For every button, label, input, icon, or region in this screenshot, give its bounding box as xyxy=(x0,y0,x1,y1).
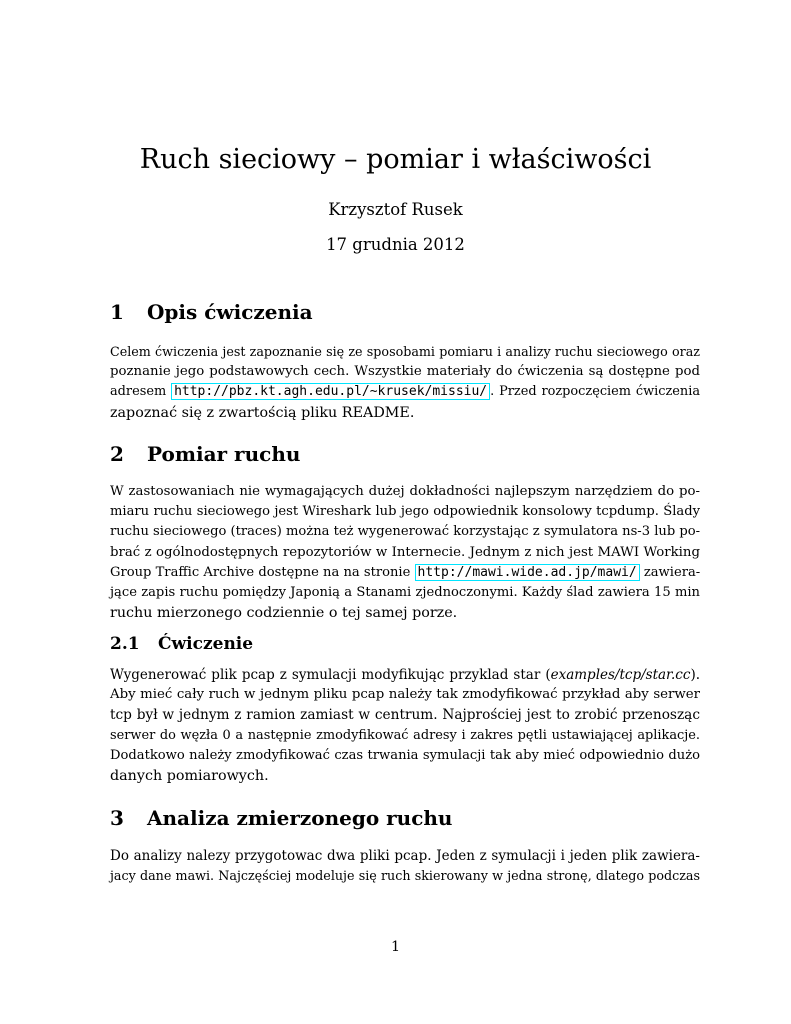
subsection-number: 2.1 xyxy=(110,634,140,654)
paragraph-line: ruchu mierzonego codziennie o tej samej porze. xyxy=(110,605,458,622)
paragraph-line: zapoznać się z zwartością pliku README. xyxy=(110,404,415,421)
line-text: Group Traffic Archive dostępne na na stronie xyxy=(110,564,415,580)
section-title: Opis ćwiczenia xyxy=(147,300,313,324)
line-text: Wygenerować plik pcap z symulacji modyfikując przyklad star ( xyxy=(110,667,551,683)
paragraph-line: brać z ogólnodostępnych repozytoriów w Internecie. Jednym z nich jest MAWI Working xyxy=(110,544,700,560)
section-title: Analiza zmierzonego ruchu xyxy=(147,806,453,830)
subsection-title: Ćwiczenie xyxy=(158,634,254,654)
mawi-archive-link[interactable]: http://mawi.wide.ad.jp/mawi/ xyxy=(415,564,640,581)
section-paragraph xyxy=(110,482,700,623)
paragraph-line: miaru ruchu sieciowego jest Wireshark lub jego odpowiednik konsolowy tcpdump. Ślady xyxy=(110,504,700,520)
section-heading xyxy=(110,804,452,832)
line-text: . Przed rozpoczęciem ćwiczenia xyxy=(490,384,700,400)
paragraph-line xyxy=(110,665,700,685)
paragraph-line: serwer do węzła 0 a następnie zmodyfikować adresy i zakres pętli ustawiającej aplikacje. xyxy=(110,727,700,743)
section-number: 3 xyxy=(110,806,124,830)
section-title: Pomiar ruchu xyxy=(147,442,301,466)
paragraph-line: jące zapis ruchu pomiędzy Japonią a Stanami zjednoczonymi. Każdy ślad zawiera 15 min xyxy=(110,584,700,600)
file-path: examples/tcp/star.cc xyxy=(550,667,691,683)
section-number: 2 xyxy=(110,442,124,466)
section-heading xyxy=(110,440,300,468)
subsection-heading xyxy=(110,632,253,656)
paragraph-line: poznanie jego podstawowych cech. Wszystkie materiały do ćwiczenia są dostępne pod xyxy=(110,364,700,380)
paragraph-line: Celem ćwiczenia jest zapoznanie się ze sposobami pomiaru i analizy ruchu sieciowego oraz xyxy=(110,344,700,359)
section-paragraph xyxy=(110,846,700,886)
section-paragraph xyxy=(110,665,700,786)
paragraph-line: Aby mieć cały ruch w jednym pliku pcap należy tak zmodyfikować przykład aby serwer xyxy=(110,687,700,703)
paragraph-line: Do analizy nalezy przygotowac dwa pliki pcap. Jeden z symulacji i jeden plik zawiera- xyxy=(110,848,700,864)
section-number: 1 xyxy=(110,300,124,324)
document-author: Krzysztof Rusek xyxy=(328,200,463,219)
paragraph-line: W zastosowaniach nie wymagających dużej dokładności najlepszym narzędziem do po- xyxy=(110,484,700,499)
course-materials-link[interactable]: http://pbz.kt.agh.edu.pl/~krusek/missiu/ xyxy=(171,383,490,400)
paragraph-line: danych pomiarowych. xyxy=(110,767,269,784)
paragraph-line: jacy dane mawi. Najczęściej modeluje się ruch skierowany w jedna stronę, dlatego podczas xyxy=(110,868,700,884)
document-title: Ruch sieciowy – pomiar i właściwości xyxy=(139,144,652,175)
paragraph-line xyxy=(110,563,700,583)
line-text: adresem xyxy=(110,384,172,400)
paragraph-line: ruchu sieciowego (traces) można też wygenerować korzystając z symulatora ns-3 lub po- xyxy=(110,524,701,540)
section-paragraph xyxy=(110,342,700,423)
line-text: ). xyxy=(690,667,700,683)
section-heading xyxy=(110,298,313,326)
line-text: zawiera- xyxy=(639,564,701,580)
paragraph-line xyxy=(110,382,700,402)
page-number: 1 xyxy=(390,939,401,955)
paragraph-line: Dodatkowo należy zmodyfikować czas trwania symulacji tak aby mieć odpowiednio dużo xyxy=(110,747,700,763)
paragraph-line: tcp był w jednym z ramion zamiast w centrum. Najprościej jest to zrobić przenosząc xyxy=(110,707,700,724)
document-date: 17 grudnia 2012 xyxy=(326,235,465,254)
